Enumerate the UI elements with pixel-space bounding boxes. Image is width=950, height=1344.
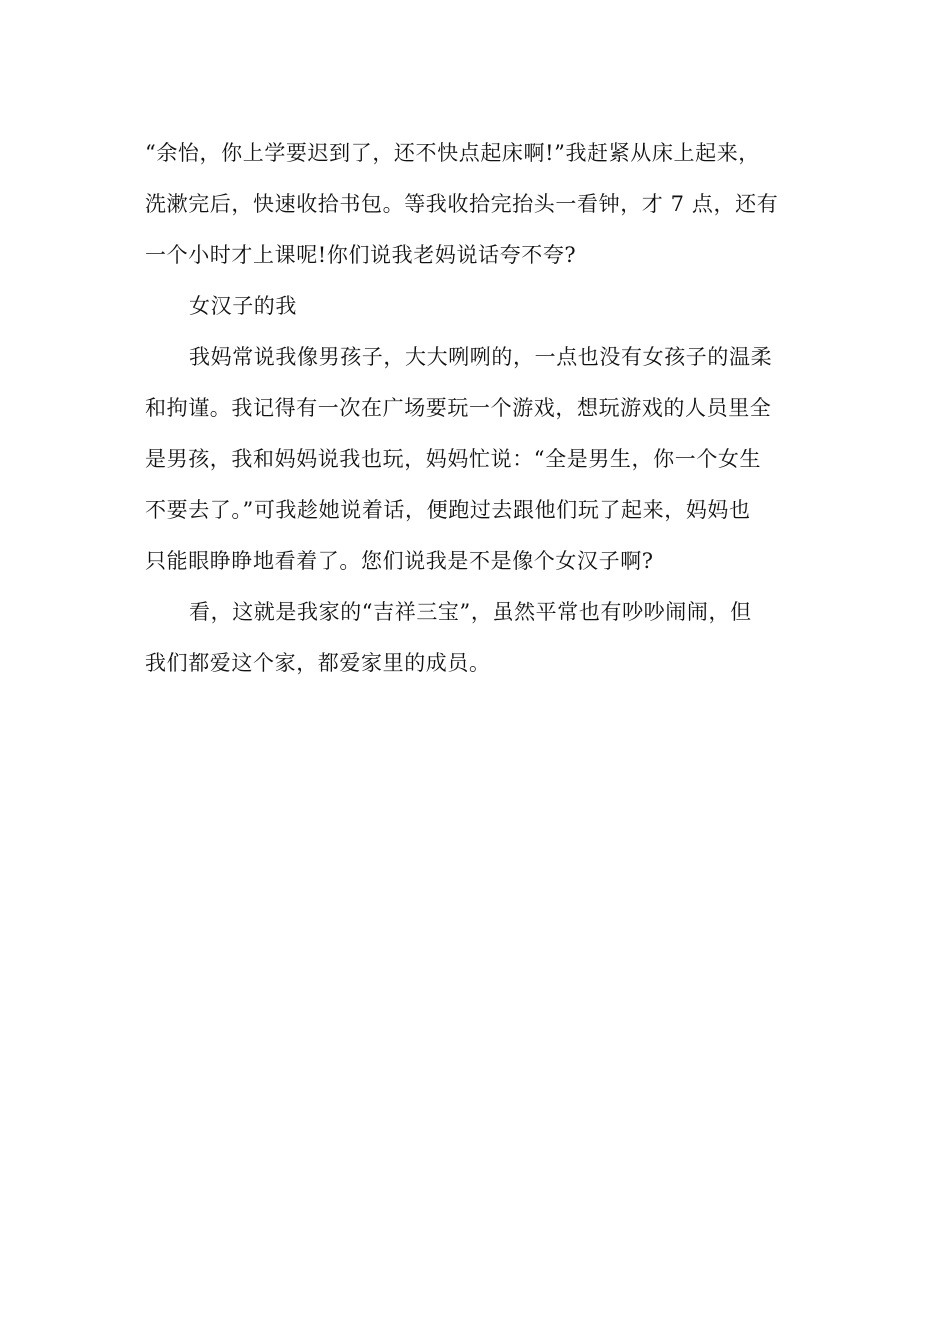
paragraph-line: 我们都爱这个家，都爱家里的成员。 — [145, 651, 491, 675]
paragraph-line: 我妈常说我像男孩子，大大咧咧的，一点也没有女孩子的温柔 — [189, 345, 773, 369]
paragraph-line: 洗漱完后，快速收拾书包。等我收拾完抬头一看钟，才 7 点，还有 — [145, 192, 779, 216]
paragraph-line: “余怡，你上学要迟到了，还不快点起床啊!”我赶紧从床上起来， — [145, 141, 760, 165]
section-heading: 女汉子的我 — [189, 294, 297, 318]
paragraph-line: 看，这就是我家的“吉祥三宝”，虽然平常也有吵吵闹闹，但 — [189, 600, 752, 624]
paragraph-line: 和拘谨。我记得有一次在广场要玩一个游戏，想玩游戏的人员里全 — [145, 396, 772, 420]
paragraph-line: 是男孩，我和妈妈说我也玩，妈妈忙说：“全是男生，你一个女生 — [145, 447, 762, 471]
paragraph-line: 不要去了。”可我趁她说着话，便跑过去跟他们玩了起来，妈妈也 — [145, 498, 751, 522]
paragraph-line: 只能眼睁睁地看着了。您们说我是不是像个女汉子啊? — [145, 549, 654, 573]
document-body — [145, 128, 807, 689]
paragraph-line: 一个小时才上课呢!你们说我老妈说话夸不夸? — [145, 243, 577, 267]
